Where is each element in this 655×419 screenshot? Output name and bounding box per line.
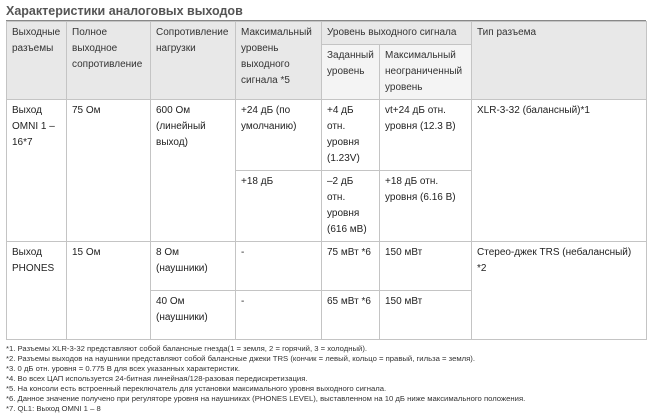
- table-row: [7, 100, 647, 171]
- phones-connector: Стерео-джек TRS (небалансный) *2: [472, 242, 647, 340]
- omni-set-level-2: –2 дБ отн. уровня (616 мВ): [322, 171, 380, 242]
- omni-connector: XLR-3-32 (балансный)*1: [472, 100, 647, 242]
- omni-load: 600 Ом (линейный выход): [151, 100, 236, 242]
- omni-impedance: 75 Ом: [67, 100, 151, 242]
- omni-set-level-1: +4 дБ отн. уровня (1.23V): [322, 100, 380, 171]
- footnote-4: *4. Во всех ЦАП используется 24-битная линейная/128-разовая передискретизация.: [6, 374, 308, 383]
- footnote-5: *5. На консоли есть встроенный переключатель для установки максимального уровня выходного сигнала.: [6, 384, 387, 393]
- footnote-2: *2. Разъемы выходов на наушники представляют собой балансные джеки TRS (кончик = левый, кольцо = правый, гильза = земля).: [6, 354, 475, 363]
- omni-max-level-2: +18 дБ: [236, 171, 322, 242]
- header-outputs: Выходные разъемы: [7, 22, 67, 100]
- section-title: Характеристики аналоговых выходов: [6, 4, 243, 18]
- omni-max-level-1: +24 дБ (по умолчанию): [236, 100, 322, 171]
- phones-max-level-1: -: [236, 242, 322, 291]
- phones-load-2: 40 Ом (наушники): [151, 291, 236, 340]
- header-connector: Тип разъема: [472, 22, 647, 100]
- table-row: [7, 242, 647, 291]
- header-max-unclipped: Максимальный неограниченный уровень: [380, 45, 472, 100]
- footnote-6: *6. Данное значение получено при регуляторе уровня на наушниках (PHONES LEVEL), выставленном на 10 дБ ниже максимального положения.: [6, 394, 526, 403]
- phones-output: Выход PHONES: [7, 242, 67, 340]
- phones-impedance: 15 Ом: [67, 242, 151, 340]
- header-max-level: Максимальный уровень выходного сигнала *5: [236, 22, 322, 100]
- header-load: Сопротивление нагрузки: [151, 22, 236, 100]
- phones-max-level-2: -: [236, 291, 322, 340]
- phones-set-level-1: 75 мВт *6: [322, 242, 380, 291]
- header-output-level: Уровень выходного сигнала: [322, 22, 472, 45]
- footnotes: [6, 344, 651, 414]
- header-impedance: Полное выходное сопротивление: [67, 22, 151, 100]
- phones-max-unclipped-1: 150 мВт: [380, 242, 472, 291]
- footnote-3: *3. 0 дБ отн. уровня = 0.775 В для всех указанных характеристик.: [6, 364, 240, 373]
- phones-set-level-2: 65 мВт *6: [322, 291, 380, 340]
- omni-output: Выход OMNI 1 – 16*7: [7, 100, 67, 242]
- footnote-7: *7. QL1: Выход OMNI 1 – 8: [6, 404, 101, 413]
- footnote-1: *1. Разъемы XLR-3-32 представляют собой балансные гнезда(1 = земля, 2 = горячий, 3 = холодный).: [6, 344, 368, 353]
- omni-max-unclipped-1: vt+24 дБ отн. уровня (12.3 В): [380, 100, 472, 171]
- omni-max-unclipped-2: +18 дБ отн. уровня (6.16 В): [380, 171, 472, 242]
- phones-load-1: 8 Ом (наушники): [151, 242, 236, 291]
- header-set-level: Заданный уровень: [322, 45, 380, 100]
- phones-max-unclipped-2: 150 мВт: [380, 291, 472, 340]
- analog-outputs-table: [6, 21, 647, 340]
- header-row: [7, 22, 647, 45]
